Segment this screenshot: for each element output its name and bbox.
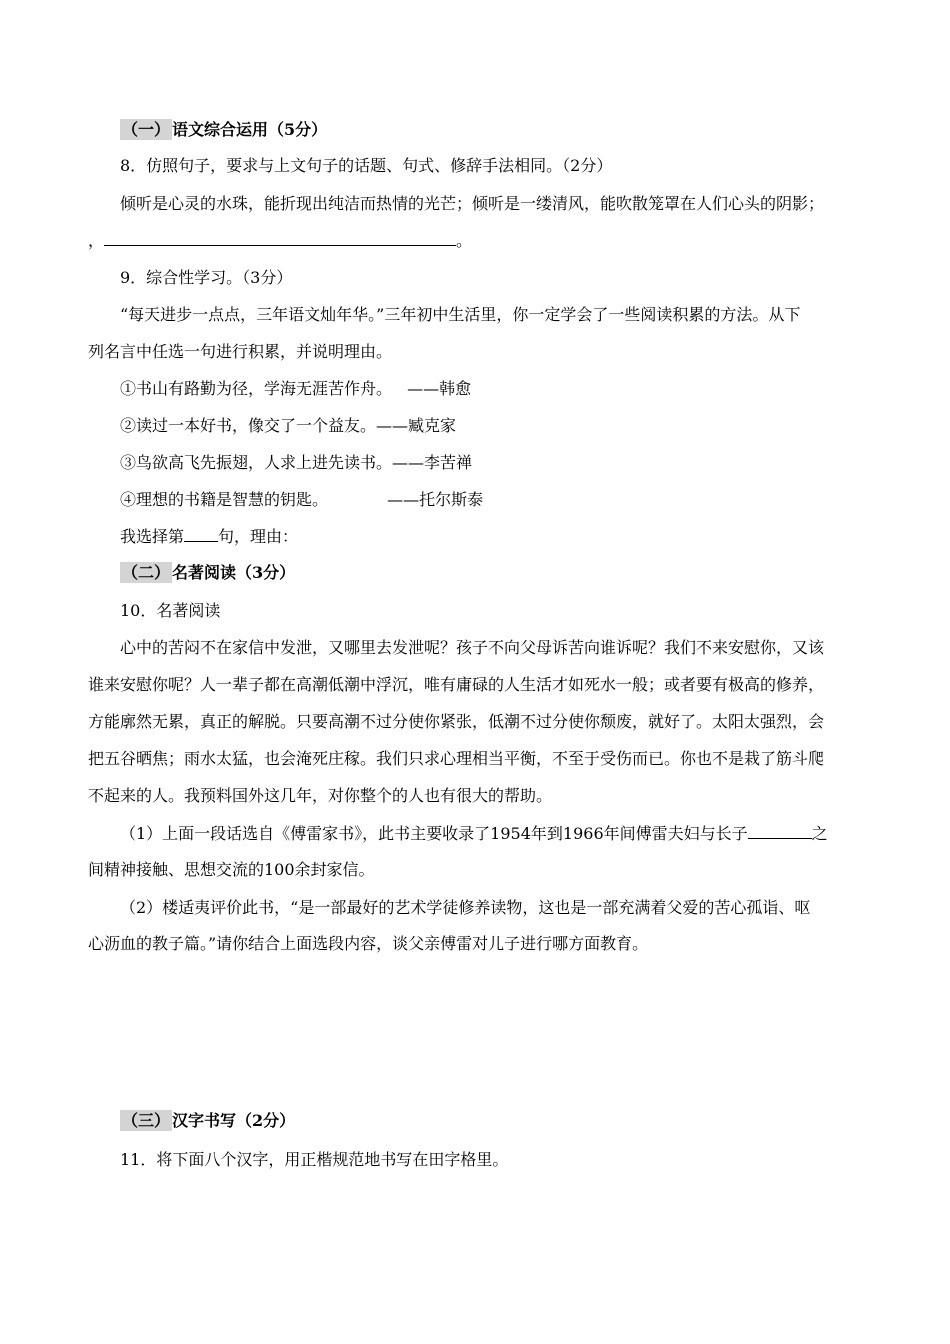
q10-sub1-line-2: 间精神接触、思想交流的100余封家信。 — [88, 860, 375, 879]
q10-prompt: 10．名著阅读 — [120, 601, 221, 620]
passage-line: 方能廓然无累，真正的解脱。只要高潮不过分使你紧张，低潮不过分使你颓废，就好了。太阳太强烈，会 — [88, 712, 825, 731]
quote-text: ②读过一本好书，像交了一个益友。 — [120, 416, 377, 435]
passage-line: 把五谷晒焦；雨水太猛，也会淹死庄稼。我们只求心理相当平衡，不至于受伤而已。你也不是栽了筋斗爬 — [88, 749, 825, 768]
q11-prompt: 11．将下面八个汉字，用正楷规范地书写在田字格里。 — [120, 1150, 509, 1169]
section-2-heading — [120, 563, 295, 583]
section-tag: （三） — [122, 1111, 171, 1130]
quote-item — [120, 453, 472, 473]
quote-author: ——李苦禅 — [392, 453, 473, 472]
choice-prefix: 我选择第 — [120, 527, 185, 546]
q8-answer-line — [88, 231, 472, 251]
quote-text: ①书山有路勤为径，学海无涯苦作舟。 — [120, 379, 393, 398]
q9-intro-line-2: 列名言中任选一句进行积累，并说明理由。 — [88, 342, 393, 361]
q9-choice-line — [120, 527, 298, 547]
quote-text: ③鸟欲高飞先振翅，人求上进先读书。 — [120, 453, 393, 472]
passage-line: 心中的苦闷不在家信中发泄，又哪里去发泄呢？孩子不向父母诉苦向谁诉呢？我们不来安慰你，又该 — [120, 638, 825, 657]
q8-prompt: 8．仿照句子，要求与上文句子的话题、句式、修辞手法相同。（2分） — [120, 156, 613, 175]
quote-item — [120, 416, 456, 436]
answer-prefix: ， — [88, 231, 105, 250]
quote-item — [120, 379, 471, 399]
q9-prompt: 9．综合性学习。（3分） — [120, 268, 293, 287]
q9-choice-blank[interactable] — [184, 527, 218, 542]
section-title: 名著阅读（3分） — [172, 563, 296, 582]
choice-suffix: 句，理由： — [218, 527, 299, 546]
quote-author: ——臧克家 — [376, 416, 457, 435]
q9-intro-line-1: “每天进步一点点，三年语文灿年华。”三年初中生活里，你一定学会了一些阅读积累的方法。从下 — [120, 305, 801, 324]
q8-answer-blank[interactable] — [104, 231, 456, 246]
section-3-heading — [120, 1111, 295, 1131]
quote-author: ——托尔斯泰 — [387, 490, 484, 509]
q8-example: 倾听是心灵的水珠，能折现出纯洁而热情的光芒；倾听是一缕清风，能吹散笼罩在人们心头的阴影； — [120, 194, 825, 213]
passage-line: 不起来的人。我预料国外这几年，对你整个的人也有很大的帮助。 — [88, 786, 553, 805]
section-1-heading — [120, 120, 327, 140]
section-title: 语文综合运用（5分） — [172, 120, 328, 139]
q10-sub1-line-1 — [120, 824, 828, 844]
q10-sub2-line-2: 心沥血的教子篇。”请你结合上面选段内容，谈父亲傅雷对儿子进行哪方面教育。 — [88, 934, 649, 953]
passage-line: 谁来安慰你呢？人一辈子都在高潮低潮中浮沉，唯有庸碌的人生活才如死水一般；或者要有极高的修养， — [88, 675, 825, 694]
sub1-text: （1）上面一段话选自《傅雷家书》，此书主要收录了1954年到1966年间傅雷夫妇与长子 — [120, 824, 748, 843]
quote-text: ④理想的书籍是智慧的钥匙。 — [120, 490, 329, 509]
section-title: 汉字书写（2分） — [172, 1111, 296, 1130]
section-tag: （一） — [122, 120, 171, 139]
sub1-end: 之 — [811, 824, 828, 843]
q10-sub2-line-1: （2）楼适夷评价此书，“是一部最好的艺术学徒修养读物，这也是一部充满着父爱的苦心孤诣、呕 — [120, 898, 811, 917]
answer-suffix: 。 — [456, 231, 473, 250]
section-tag: （二） — [122, 563, 171, 582]
quote-item — [120, 490, 483, 510]
q10-sub1-blank[interactable] — [748, 824, 812, 839]
quote-author: ——韩愈 — [407, 379, 472, 398]
